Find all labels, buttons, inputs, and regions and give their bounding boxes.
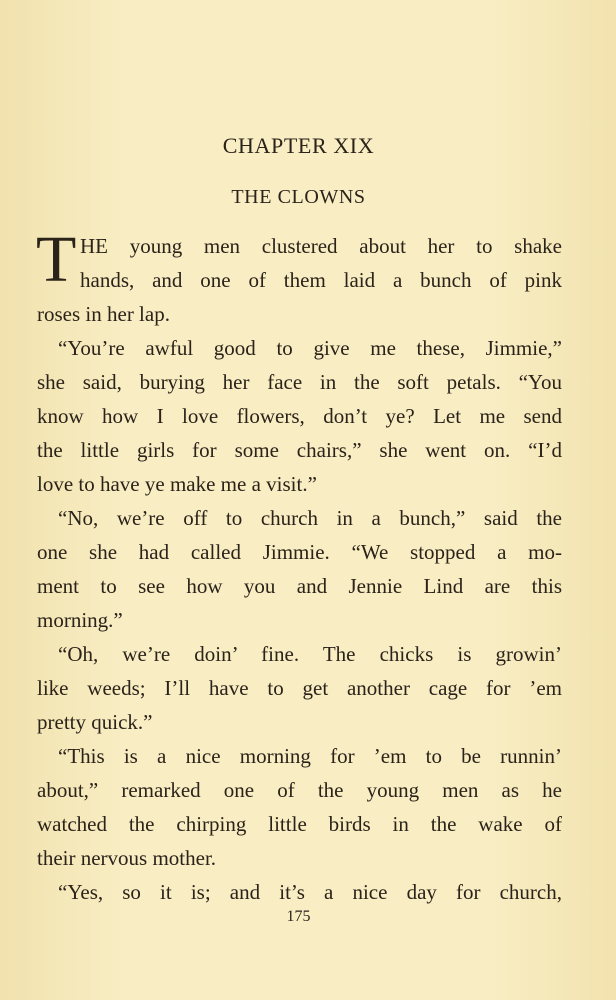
drop-cap: T bbox=[36, 223, 77, 296]
text-line: about,” remarked one of the young men as he bbox=[37, 778, 562, 802]
text-line: love to have ye make me a visit.” bbox=[37, 472, 317, 496]
text-line: watched the chirping little birds in the wake of bbox=[37, 812, 562, 836]
text-line: pretty quick.” bbox=[37, 710, 153, 734]
text-line: “This is a nice morning for ’em to be runnin’ bbox=[58, 744, 562, 768]
text-line: ment to see how you and Jennie Lind are this bbox=[37, 574, 562, 598]
text-line: hands, and one of them laid a bunch of pink bbox=[80, 268, 562, 292]
text-line: one she had called Jimmie. “We stopped a mo- bbox=[37, 540, 562, 564]
text-line: “Oh, we’re doin’ fine. The chicks is growin’ bbox=[58, 642, 562, 666]
text-line: know how I love flowers, don’t ye? Let me send bbox=[37, 404, 562, 428]
text-line: “No, we’re off to church in a bunch,” said the bbox=[58, 506, 562, 530]
text-line: she said, burying her face in the soft petals. “You bbox=[37, 370, 562, 394]
text-line: the little girls for some chairs,” she went on. “I’d bbox=[37, 438, 562, 462]
text-line: morning.” bbox=[37, 608, 123, 632]
text-line: “Yes, so it is; and it’s a nice day for church, bbox=[58, 880, 562, 904]
chapter-title: THE CLOWNS bbox=[231, 186, 366, 208]
text-line: like weeds; I’ll have to get another cage for ’em bbox=[37, 676, 562, 700]
text-line: their nervous mother. bbox=[37, 846, 217, 870]
chapter-heading: CHAPTER XIX bbox=[222, 133, 375, 158]
text-line: roses in her lap. bbox=[37, 302, 170, 326]
page-number: 175 bbox=[286, 908, 311, 925]
text-line: HE young men clustered about her to shake bbox=[80, 234, 562, 258]
text-line: “You’re awful good to give me these, Jimmie,” bbox=[58, 336, 562, 360]
